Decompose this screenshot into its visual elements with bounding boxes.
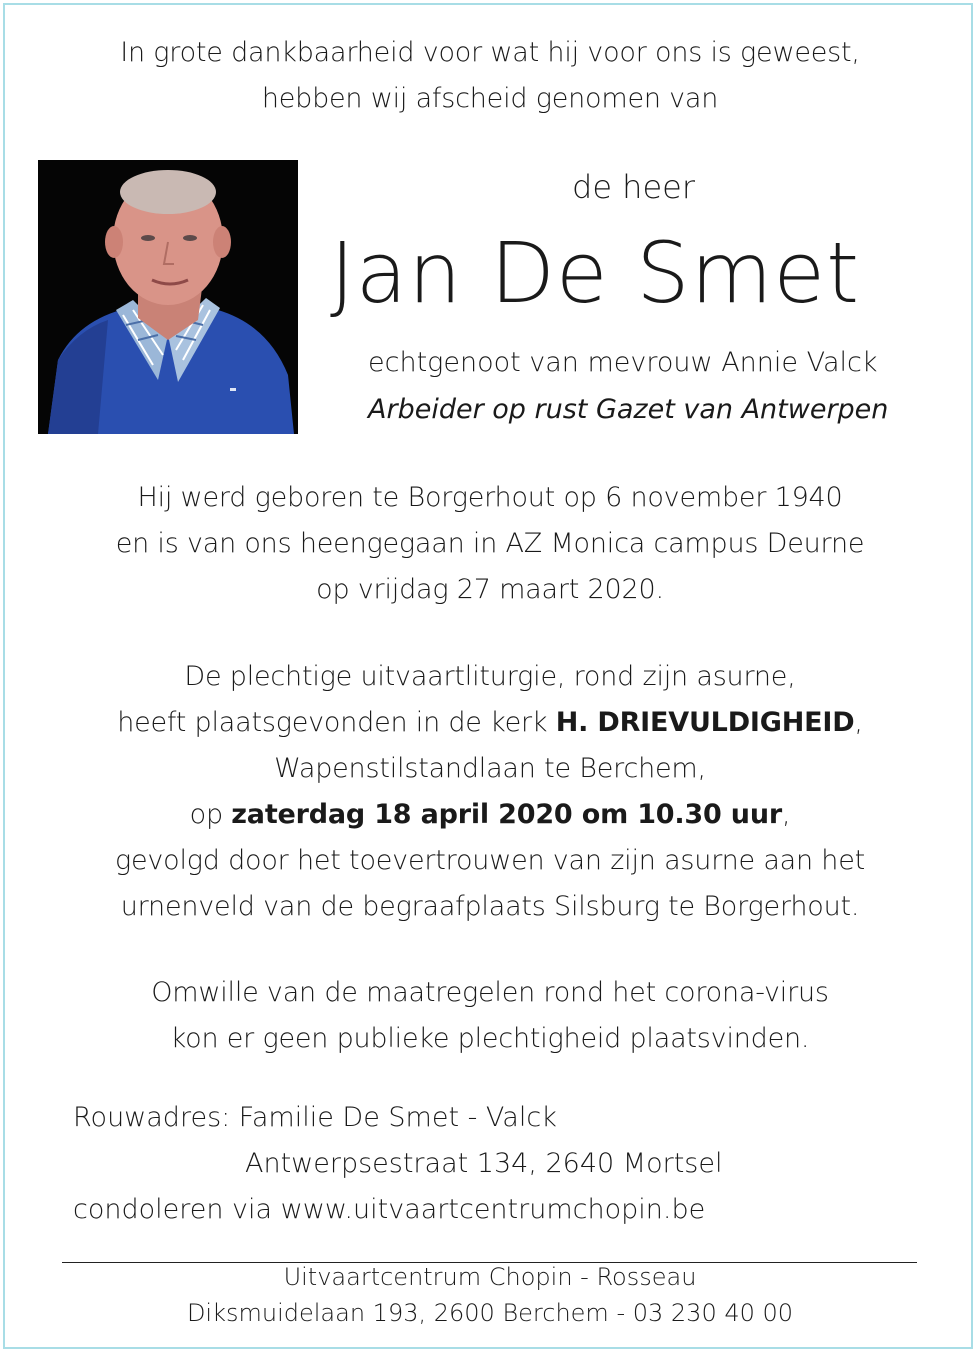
occupation-line: Arbeider op rust Gazet van Antwerpen bbox=[368, 394, 889, 425]
ceremony-line-6: urnenveld van de begraafplaats Silsburg te Borgerhout. bbox=[120, 891, 860, 922]
ceremony-line-2: heeft plaatsgevonden in de kerk H. DRIEVULDIGHEID, bbox=[117, 707, 863, 738]
death-place-line: en is van ons heengegaan in AZ Monica campus Deurne bbox=[115, 528, 865, 559]
footer-address: Diksmuidelaan 193, 2600 Berchem - 03 230 40 00 bbox=[186, 1299, 794, 1327]
footer-company: Uitvaartcentrum Chopin - Rosseau bbox=[283, 1263, 697, 1291]
condolence-link[interactable]: condoleren via www.uitvaartcentrumchopin.be bbox=[73, 1194, 706, 1225]
portrait-illustration bbox=[38, 160, 298, 434]
honorific: de heer bbox=[572, 168, 695, 206]
church-name: H. DRIEVULDIGHEID bbox=[555, 707, 855, 738]
ceremony-line-4: op zaterdag 18 april 2020 om 10.30 uur, bbox=[189, 799, 791, 830]
spouse-line: echtgenoot van mevrouw Annie Valck bbox=[368, 347, 878, 378]
ceremony-line-5: gevolgd door het toevertrouwen van zijn asurne aan het bbox=[114, 845, 866, 876]
portrait-photo bbox=[38, 160, 298, 434]
deceased-name: Jan De Smet bbox=[330, 224, 861, 322]
corona-line-2: kon er geen publieke plechtigheid plaatsvinden. bbox=[170, 1023, 810, 1054]
rouwadres-street: Antwerpsestraat 134, 2640 Mortsel bbox=[245, 1148, 723, 1179]
rouwadres: Rouwadres: Familie De Smet - Valck bbox=[73, 1102, 557, 1133]
birth-line: Hij werd geboren te Borgerhout op 6 november 1940 bbox=[137, 482, 843, 513]
death-date-line: op vrijdag 27 maart 2020. bbox=[316, 574, 664, 605]
intro-line-2: hebben wij afscheid genomen van bbox=[261, 83, 719, 114]
intro-line-1: In grote dankbaarheid voor wat hij voor ons is geweest, bbox=[120, 37, 860, 68]
ceremony-datetime: zaterdag 18 april 2020 om 10.30 uur bbox=[231, 799, 782, 830]
corona-line-1: Omwille van de maatregelen rond het corona-virus bbox=[151, 977, 829, 1008]
ceremony-line-1: De plechtige uitvaartliturgie, rond zijn asurne, bbox=[184, 661, 796, 692]
ceremony-line-3: Wapenstilstandlaan te Berchem, bbox=[274, 753, 706, 784]
